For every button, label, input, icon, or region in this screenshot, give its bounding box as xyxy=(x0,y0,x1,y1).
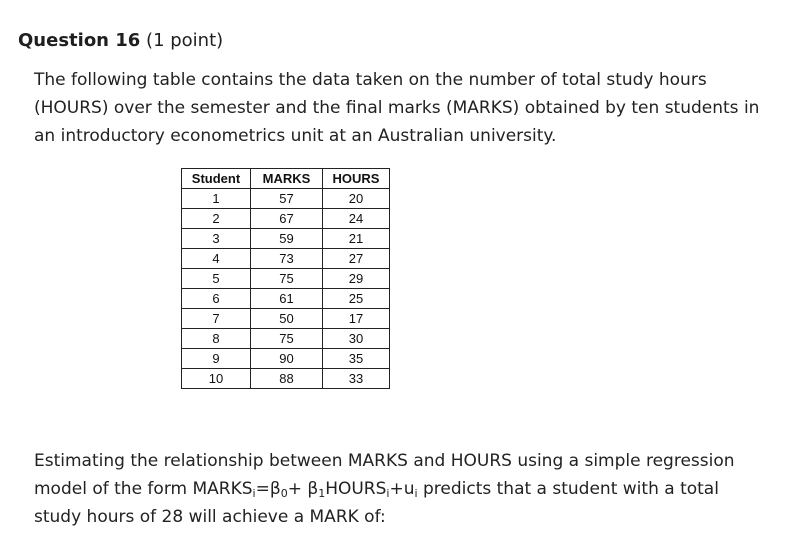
table-row xyxy=(182,249,390,269)
table-row xyxy=(182,269,390,289)
column-header-hours: HOURS xyxy=(323,169,390,189)
cell-hours: 21 xyxy=(323,229,390,249)
question-prompt xyxy=(34,447,769,531)
regression-model xyxy=(192,479,417,499)
table-row xyxy=(182,329,390,349)
question-points: (1 point) xyxy=(146,30,224,51)
cell-marks: 50 xyxy=(251,309,323,329)
table-row xyxy=(182,369,390,389)
question-title: Question 16 xyxy=(18,30,141,51)
column-header-student: Student xyxy=(182,169,251,189)
table-row xyxy=(182,289,390,309)
prompt-text-before: Estimating the relationship between MARKS and HOURS using a simple regression model of the form xyxy=(34,451,735,499)
cell-hours: 35 xyxy=(323,349,390,369)
cell-student: 9 xyxy=(182,349,251,369)
cell-marks: 59 xyxy=(251,229,323,249)
cell-hours: 25 xyxy=(323,289,390,309)
model-subscript-i: i xyxy=(386,487,390,500)
table-header-row xyxy=(182,169,390,189)
model-hours: HOURS xyxy=(325,479,387,499)
cell-hours: 29 xyxy=(323,269,390,289)
column-header-marks: MARKS xyxy=(251,169,323,189)
cell-student: 2 xyxy=(182,209,251,229)
table-row xyxy=(182,349,390,369)
model-subscript-0: 0 xyxy=(280,487,288,500)
cell-student: 4 xyxy=(182,249,251,269)
prompt-text-after: predicts that a student with a total study hours of 28 will achieve a MARK of: xyxy=(34,479,719,527)
cell-hours: 27 xyxy=(323,249,390,269)
table-row xyxy=(182,189,390,209)
model-beta0: =β xyxy=(255,479,281,499)
cell-marks: 75 xyxy=(251,269,323,289)
model-marks: MARKS xyxy=(192,479,253,499)
cell-student: 8 xyxy=(182,329,251,349)
cell-marks: 73 xyxy=(251,249,323,269)
cell-student: 7 xyxy=(182,309,251,329)
cell-marks: 67 xyxy=(251,209,323,229)
question-header xyxy=(18,30,223,51)
model-beta1: + β xyxy=(287,479,319,499)
cell-marks: 90 xyxy=(251,349,323,369)
table-row xyxy=(182,209,390,229)
cell-student: 10 xyxy=(182,369,251,389)
model-error-term: +u xyxy=(389,479,415,499)
cell-hours: 17 xyxy=(323,309,390,329)
model-subscript-1: 1 xyxy=(318,487,326,500)
cell-marks: 57 xyxy=(251,189,323,209)
cell-marks: 88 xyxy=(251,369,323,389)
cell-student: 1 xyxy=(182,189,251,209)
question-intro: The following table contains the data taken on the number of total study hours (HOURS) over the semester and the final marks (MARKS) obtained by ten students in an introductory econometrics unit at an Australian university. xyxy=(34,70,760,146)
cell-marks: 75 xyxy=(251,329,323,349)
cell-student: 5 xyxy=(182,269,251,289)
cell-hours: 33 xyxy=(323,369,390,389)
model-subscript-i: i xyxy=(414,487,418,500)
cell-marks: 61 xyxy=(251,289,323,309)
model-subscript-i: i xyxy=(252,487,256,500)
table-row xyxy=(182,229,390,249)
cell-hours: 30 xyxy=(323,329,390,349)
cell-hours: 20 xyxy=(323,189,390,209)
cell-hours: 24 xyxy=(323,209,390,229)
data-table xyxy=(181,168,390,389)
cell-student: 6 xyxy=(182,289,251,309)
table-row xyxy=(182,309,390,329)
cell-student: 3 xyxy=(182,229,251,249)
